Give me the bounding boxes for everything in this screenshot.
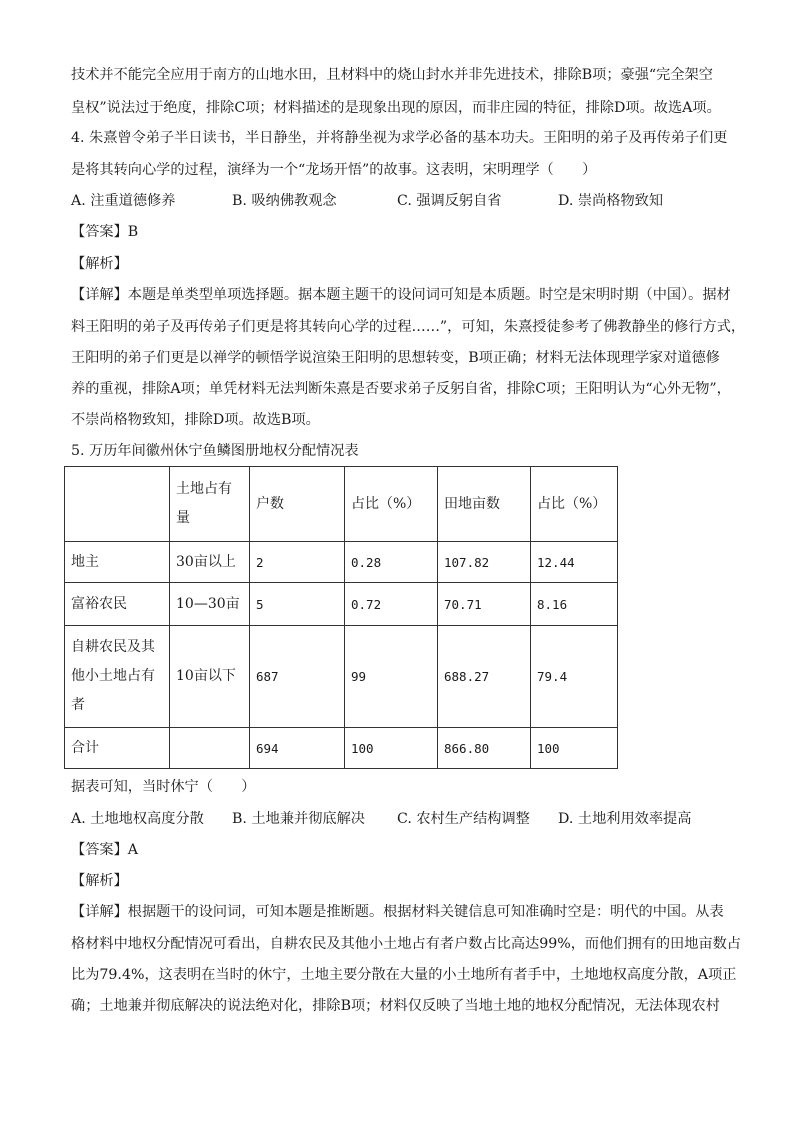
option-d: D. 土地利用效率提高 bbox=[558, 811, 692, 827]
table-cell bbox=[170, 728, 250, 769]
question-5-stem: 据表可知，当时休宁（ ） bbox=[71, 779, 256, 795]
option-c: C. 农村生产结构调整 bbox=[397, 811, 530, 827]
cell-text: 自耕农民及其 bbox=[71, 639, 155, 655]
table-row bbox=[65, 728, 618, 769]
table-cell: 10—30亩 bbox=[170, 583, 250, 626]
explanation-line: 确；土地兼并彻底解决的说法绝对化，排除B项；材料仅反映了当地土地的地权分配情况，无法体现农村 bbox=[71, 998, 720, 1014]
table-cell: 99 bbox=[345, 626, 438, 728]
table-cell: 5 bbox=[250, 583, 345, 626]
cell-text: 他小土地占有 bbox=[71, 668, 155, 684]
table-cell: 地主 bbox=[65, 542, 170, 583]
table-cell: 0.28 bbox=[345, 542, 438, 583]
answer-label: 【答案】A bbox=[71, 842, 138, 858]
explanation-line: 比为79.4%，这表明在当时的休宁，土地主要分散在大量的小土地所有者手中，土地地权高度分散，A项正 bbox=[71, 967, 737, 983]
table-header-cell: 占比（%） bbox=[531, 467, 618, 542]
cell-text: 者 bbox=[71, 697, 85, 713]
table-cell: 0.72 bbox=[345, 583, 438, 626]
option-a: A. 土地地权高度分散 bbox=[71, 811, 204, 827]
table-cell bbox=[65, 626, 170, 728]
explanation-line: 王阳明的弟子们更是以禅学的顿悟学说渲染王阳明的思想转变，B项正确；材料无法体现理学家对道德修 bbox=[71, 350, 720, 366]
table-header-cell: 占比（%） bbox=[345, 467, 438, 542]
explanation-line: 【详解】根据题干的设问词，可知本题是推断题。根据材料关键信息可知准确时空是：明代的中国。从表 bbox=[71, 904, 724, 920]
table-cell: 100 bbox=[345, 728, 438, 769]
table-cell: 70.71 bbox=[438, 583, 531, 626]
option-a: A. 注重道德修养 bbox=[71, 193, 176, 209]
question-5-stem: 5. 万历年间徽州休宁鱼鳞图册地权分配情况表 bbox=[71, 443, 359, 459]
table-cell: 12.44 bbox=[531, 542, 618, 583]
table-header-cell: 田地亩数 bbox=[438, 467, 531, 542]
table-cell: 30亩以上 bbox=[170, 542, 250, 583]
analysis-label: 【解析】 bbox=[71, 256, 128, 272]
table-cell: 688.27 bbox=[438, 626, 531, 728]
explanation-line: 格材料中地权分配情况可看出，自耕农民及其他小土地占有者户数占比高达99%，而他们拥有的田地亩数占 bbox=[71, 936, 741, 952]
table-cell: 694 bbox=[250, 728, 345, 769]
table-header-row bbox=[65, 467, 618, 542]
table-cell bbox=[65, 467, 170, 542]
table-cell: 100 bbox=[531, 728, 618, 769]
table-row bbox=[65, 583, 618, 626]
option-b: B. 土地兼并彻底解决 bbox=[232, 811, 365, 827]
table-header-cell: 户数 bbox=[250, 467, 345, 542]
paragraph-line: 皇权”说法过于绝度，排除C项；材料描述的是现象出现的原因，而非庄园的特征，排除D项。故选A项。 bbox=[71, 100, 721, 116]
table-cell: 2 bbox=[250, 542, 345, 583]
table-row bbox=[65, 626, 618, 728]
land-distribution-table bbox=[64, 466, 618, 769]
explanation-line: 料王阳明的弟子及再传弟子们更是将其转向心学的过程……”，可知，朱熹授徒参考了佛教静坐的修行方式， bbox=[71, 319, 746, 335]
paragraph-line: 技术并不能完全应用于南方的山地水田，且材料中的烧山封水并非先进技术，排除B项；豪强“完全架空 bbox=[71, 67, 713, 83]
table-cell: 合计 bbox=[65, 728, 170, 769]
explanation-line: 养的重视，排除A项；单凭材料无法判断朱熹是否要求弟子反躬自省，排除C项；王阳明认为“心外无物”， bbox=[71, 381, 731, 397]
option-b: B. 吸纳佛教观念 bbox=[232, 193, 337, 209]
explanation-line: 不崇尚格物致知，排除D项。故选B项。 bbox=[71, 412, 320, 428]
table-cell: 866.80 bbox=[438, 728, 531, 769]
question-4-stem: 4. 朱熹曾令弟子半日读书，半日静坐，并将静坐视为求学必备的基本功夫。王阳明的弟子及再传弟子们更 bbox=[71, 130, 728, 146]
header-text: 土地占有 bbox=[176, 481, 232, 497]
analysis-label: 【解析】 bbox=[71, 873, 128, 889]
table-cell: 富裕农民 bbox=[65, 583, 170, 626]
table-cell: 79.4 bbox=[531, 626, 618, 728]
answer-label: 【答案】B bbox=[71, 224, 139, 240]
question-4-stem: 是将其转向心学的过程，演绎为一个“龙场开悟”的故事。这表明，宋明理学（ ） bbox=[71, 162, 597, 178]
table-cell: 10亩以下 bbox=[170, 626, 250, 728]
table-row bbox=[65, 542, 618, 583]
table-cell: 107.82 bbox=[438, 542, 531, 583]
option-c: C. 强调反躬自省 bbox=[397, 193, 502, 209]
header-text: 量 bbox=[176, 510, 190, 526]
table-cell: 687 bbox=[250, 626, 345, 728]
table-header-cell bbox=[170, 467, 250, 542]
table-cell: 8.16 bbox=[531, 583, 618, 626]
option-d: D. 崇尚格物致知 bbox=[558, 193, 664, 209]
explanation-line: 【详解】本题是单类型单项选择题。据本题主题干的设问词可知是本质题。时空是宋明时期（中国）。据材 bbox=[71, 287, 731, 303]
